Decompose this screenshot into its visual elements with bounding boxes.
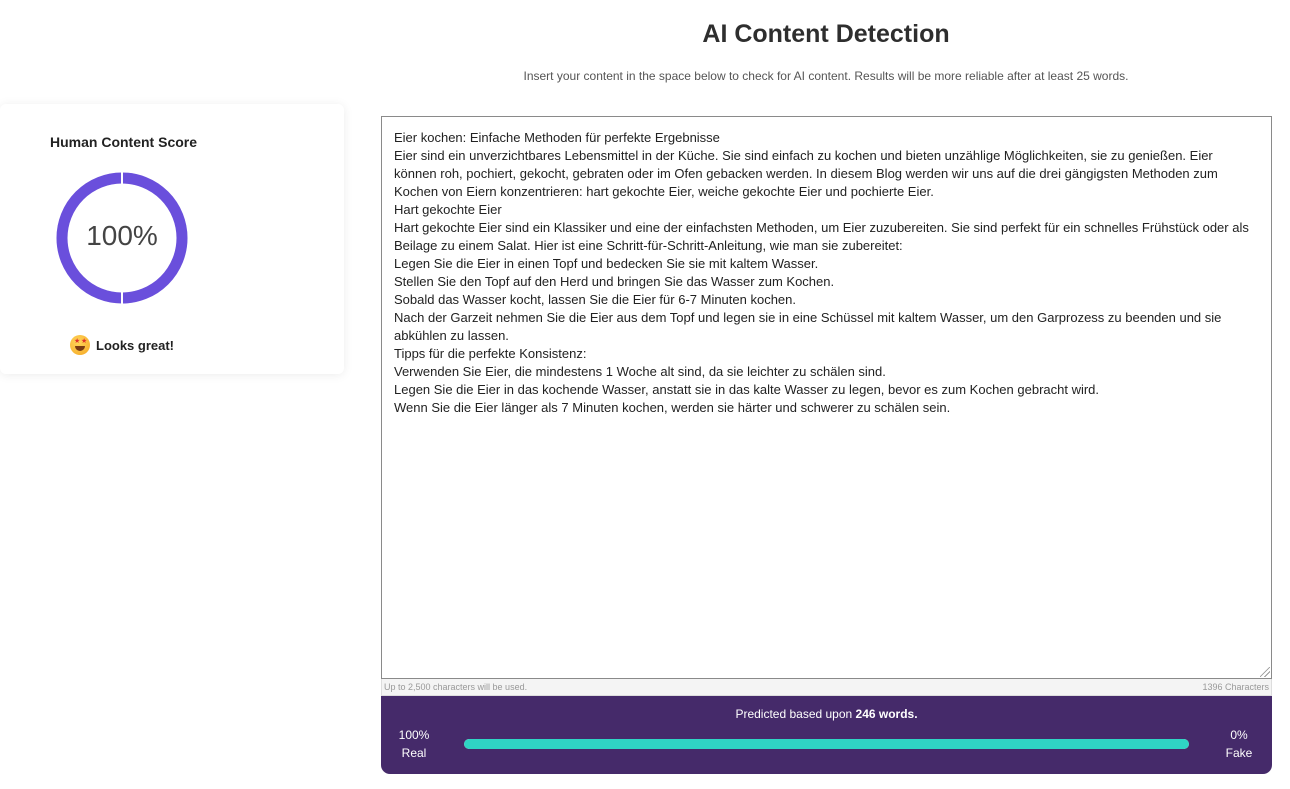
content-line: Sobald das Wasser kocht, lassen Sie die Eier für 6-7 Minuten kochen. [394,292,797,307]
score-title: Human Content Score [50,134,198,150]
fake-percent: 0% [1230,728,1248,742]
content-line: Eier sind ein unverzichtbares Lebensmittel in der Küche. Sie sind einfach zu kochen und bieten unzählige Möglichkeiten, sie zu genießen. Eier können roh, pochiert, gekocht, gebraten oder im Ofen gebacken werden. In diesem Blog werden wir uns auf die drei gängigsten Methoden zum Kochen von Eiern konzentrieren: hart gekochte Eier, weiche gekochte Eier und pochierte Eier. [394,148,1222,199]
content-line: Stellen Sie den Topf auf den Herd und bringen Sie das Wasser zum Kochen. [394,274,835,289]
score-value: 100% [86,220,158,251]
verdict [70,335,174,355]
real-fake-meter [464,739,1189,749]
result-panel [381,696,1272,774]
word-count: 246 words. [855,707,918,721]
character-limit-note: Up to 2,500 characters will be used. [384,682,528,692]
star-struck-emoji-icon [70,335,90,355]
fake-label: Fake [1225,746,1253,760]
page-title: AI Content Detection [702,20,950,48]
content-line: Verwenden Sie Eier, die mindestens 1 Woche alt sind, da sie leichter zu schälen sind. [394,364,886,379]
content-line: Hart gekochte Eier sind ein Klassiker und eine der einfachsten Methoden, um Eier zuzubereiten. Sie sind perfekt für ein schnelles Frühstück oder als Beilage zu einem Salat. Hier ist eine Schritt-für-Schritt-Anleitung, wie man sie zubereitet: [394,220,1253,253]
fake-score [1209,726,1269,762]
content-textarea[interactable] [381,116,1272,679]
content-line: Legen Sie die Eier in einen Topf und bedecken Sie sie mit kaltem Wasser. [394,256,819,271]
content-line: Hart gekochte Eier [394,202,502,217]
page-subtitle: Insert your content in the space below to check for AI content. Results will be more reliable after at least 25 words. [523,69,1129,83]
content-line: Nach der Garzeit nehmen Sie die Eier aus dem Topf und legen sie in eine Schüssel mit kaltem Wasser, um den Garprozess zu beenden und sie abkühlen zu lassen. [394,310,1226,343]
real-score [384,726,444,762]
content-line: Wenn Sie die Eier länger als 7 Minuten kochen, werden sie härter und schwerer zu schälen sein. [394,400,951,415]
resize-handle[interactable] [1260,667,1270,677]
verdict-text: Looks great! [96,337,175,353]
prediction-note [381,707,1272,721]
real-label: Real [401,746,427,760]
character-count: 1396 Characters [1202,682,1269,692]
content-line: Tipps für die perfekte Konsistenz: [394,346,587,361]
real-percent: 100% [398,728,430,742]
textarea-footer [381,679,1272,696]
content-line: Eier kochen: Einfache Methoden für perfekte Ergebnisse [394,130,720,145]
content-line: Legen Sie die Eier in das kochende Wasser, anstatt sie in das kalte Wasser zu legen, bevor es zum Kochen gebracht wird. [394,382,1100,397]
prediction-prefix: Predicted based upon [735,707,856,721]
real-meter-fill [464,739,1189,749]
